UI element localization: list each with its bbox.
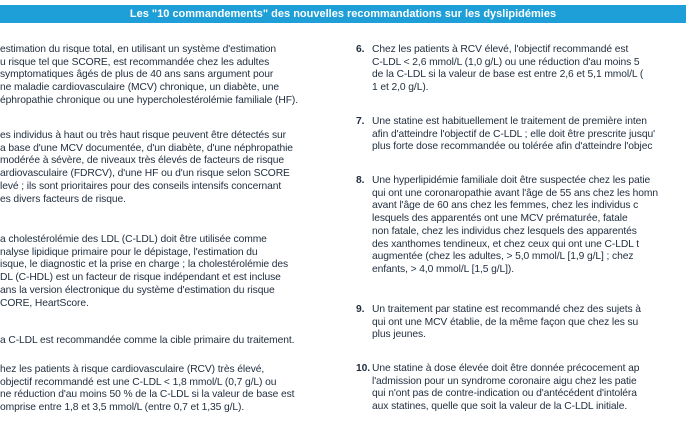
text-line: a base d'une MCV documentée, d'un diabète, d'une néphropathie bbox=[0, 142, 293, 154]
text-line: modérée à sévère, de niveaux très élevés de facteurs de risque bbox=[0, 155, 284, 167]
recommendation-text bbox=[0, 364, 294, 415]
text-line: des xanthomes tendineux, et chez ceux qui ont une C-LDL t bbox=[372, 238, 639, 250]
text-line: C-LDL < 2,6 mmol/L (1,0 g/L) ou une réduction d'au moins 5 bbox=[372, 56, 640, 68]
recommendation-4 bbox=[0, 335, 294, 348]
text-line: plus jeunes. bbox=[372, 329, 426, 341]
text-line: Chez les patients à RCV élevé, l'objectif recommandé est bbox=[372, 44, 629, 55]
text-line: aux statines, quelle que soit la valeur de la C-LDL initiale. bbox=[372, 401, 628, 413]
recommendation-6 bbox=[356, 44, 643, 95]
text-line: ans la version électronique du système d'estimation du risque bbox=[0, 284, 275, 296]
recommendation-text bbox=[0, 130, 293, 206]
text-line: qui ont une MCV établie, de la même façon que chez les su bbox=[372, 316, 639, 328]
text-line: nalyse lipidique primaire pour le dépistage, l'estimation du bbox=[0, 246, 258, 258]
recommendation-text bbox=[356, 116, 655, 154]
recommendation-text bbox=[0, 44, 298, 108]
recommendation-number: 10. bbox=[356, 363, 371, 374]
text-line: afin d'atteindre l'objectif de C-LDL ; elle doit être prescrite jusqu' bbox=[372, 128, 655, 140]
recommendation-text bbox=[356, 304, 641, 342]
text-line: Une statine est habituellement le traitement de première inten bbox=[372, 116, 647, 127]
recommendation-10 bbox=[356, 363, 639, 414]
text-line: hez les patients à risque cardiovasculaire (RCV) très élevé, bbox=[0, 364, 265, 375]
recommendation-number: 6. bbox=[356, 44, 365, 55]
text-line: u risque tel que SCORE, est recommandée chez les adultes bbox=[0, 56, 270, 68]
text-line: objectif recommandé est une C-LDL < 1,8 mmol/L (0,7 g/L) ou bbox=[0, 376, 277, 388]
recommendation-1 bbox=[0, 44, 298, 108]
text-line: 1 et 2,0 g/L). bbox=[372, 82, 429, 94]
recommendation-9 bbox=[356, 304, 641, 342]
recommendation-7 bbox=[356, 116, 655, 154]
text-line: enfants, > 4,0 mmol/L [1,5 g/L]). bbox=[372, 263, 514, 275]
text-line: Un traitement par statine est recommandé chez des sujets à bbox=[372, 304, 641, 315]
text-line: plus forte dose recommandée ou tolérée afin d'atteindre l'objec bbox=[372, 141, 653, 153]
text-line: éphropathie chronique ou une hypercholestérolémie familiale (HF). bbox=[0, 94, 298, 106]
recommendation-number: 7. bbox=[356, 116, 365, 127]
text-line: ardiovasculaire (FDRCV), d'une HF ou d'un risque selon SCORE bbox=[0, 168, 290, 180]
text-line: es divers facteurs de risque. bbox=[0, 193, 126, 205]
text-line: lesquels des apparentés ont une MCV prématurée, fatale bbox=[372, 213, 628, 225]
recommendation-5 bbox=[0, 364, 294, 415]
recommendation-8 bbox=[356, 175, 658, 277]
recommendation-number: 9. bbox=[356, 304, 365, 315]
text-line: ne réduction d'au moins 50 % de la C-LDL si la valeur de base est bbox=[0, 389, 295, 401]
text-line: ne maladie cardiovasculaire (MCV) chronique, un diabète, une bbox=[0, 82, 280, 94]
text-line: es individus à haut ou très haut risque peuvent être détectés sur bbox=[0, 130, 286, 141]
text-line: avant l'âge de 60 ans chez les femmes, chez les individus c bbox=[372, 200, 639, 212]
text-line: l'admission pour un syndrome coronaire aigu chez les patie bbox=[372, 375, 637, 387]
text-line: omprise entre 1,8 et 3,5 mmol/L (entre 0,7 et 1,35 g/L). bbox=[0, 402, 245, 414]
text-line: Une hyperlipidémie familiale doit être suspectée chez les patie bbox=[372, 175, 651, 186]
recommendation-2 bbox=[0, 130, 293, 206]
text-line: Une statine à dose élevée doit être donnée précocement ap bbox=[372, 363, 640, 374]
text-line: non fatale, chez les individus chez lesquels des apparentés bbox=[372, 225, 637, 237]
recommendation-text bbox=[356, 175, 658, 277]
text-line: estimation du risque total, en utilisant un système d'estimation bbox=[0, 44, 277, 55]
text-line: DL (C-HDL) est un facteur de risque indépendant et est incluse bbox=[0, 272, 281, 284]
text-line: de la C-LDL si la valeur de base est entre 2,6 et 5,1 mmol/L ( bbox=[372, 69, 644, 81]
text-line: a cholestérolémie des LDL (C-LDL) doit être utilisée comme bbox=[0, 234, 267, 245]
page-title: Les "10 commandements" des nouvelles recommandations sur les dyslipidémies bbox=[0, 5, 686, 23]
recommendation-text bbox=[356, 363, 639, 414]
text-line: a C-LDL est recommandée comme la cible primaire du traitement. bbox=[0, 335, 295, 346]
recommendation-text bbox=[356, 44, 643, 95]
text-line: qui ont une coronaropathie avant l'âge de 55 ans chez les homn bbox=[372, 187, 658, 199]
text-line: isque, le diagnostic et la prise en charge ; la cholestérolémie des bbox=[0, 259, 289, 271]
text-line: qui n'ont pas de contre-indication ou d'antécédent d'intoléra bbox=[372, 388, 637, 400]
text-line: CORE, HeartScore. bbox=[0, 297, 89, 309]
recommendation-text bbox=[0, 234, 288, 310]
recommendation-3 bbox=[0, 234, 288, 310]
recommendation-number: 8. bbox=[356, 175, 365, 186]
text-line: levé ; ils sont prioritaires pour des conseils intensifs concernant bbox=[0, 180, 282, 192]
text-line: augmentée (chez les adultes, > 5,0 mmol/L [1,9 g/L] ; chez bbox=[372, 251, 634, 263]
text-line: symptomatiques âgés de plus de 40 ans sans argument pour bbox=[0, 69, 274, 81]
recommendation-text bbox=[0, 335, 294, 348]
